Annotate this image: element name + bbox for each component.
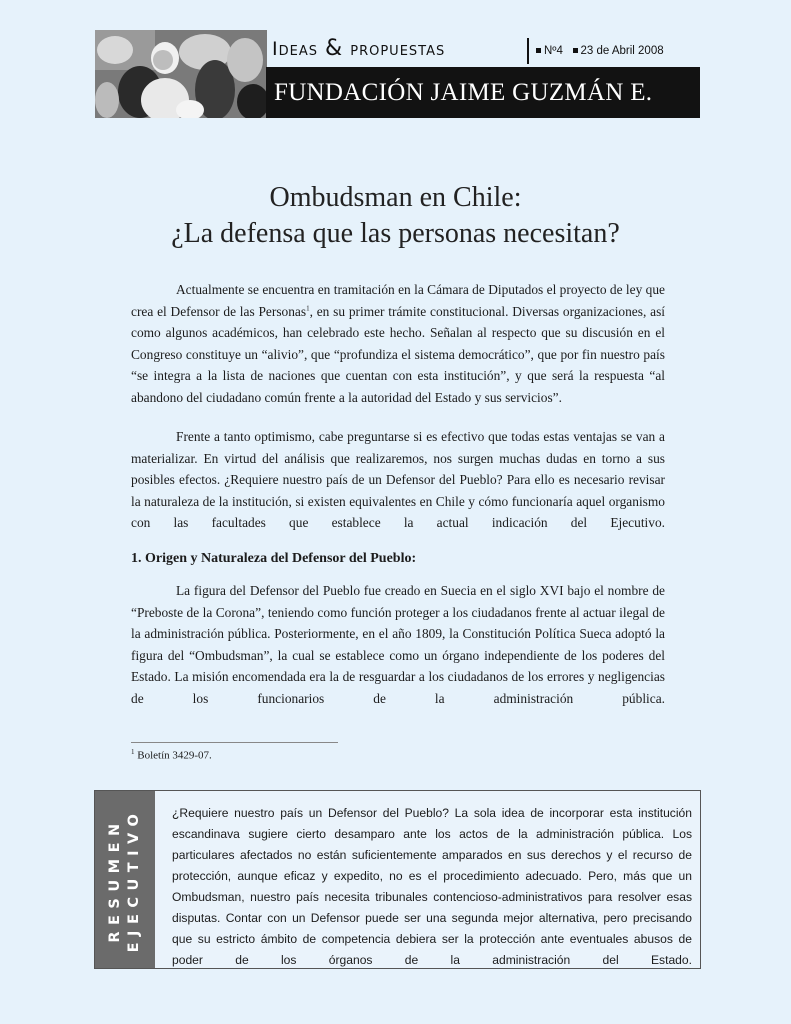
footnote-divider <box>131 742 338 743</box>
issue-number: Nº4 <box>544 45 563 57</box>
executive-summary-line: no es el procedimiento adecuado. Pero, más que un Ombudsman, nuestro país necesita tribunales <box>172 869 692 904</box>
paragraph-1-line: que crea el Defensor de las Personas <box>131 282 665 319</box>
executive-summary-box <box>94 790 701 969</box>
paragraph-1-line: Actualmente se encuentra en tramitación en la Cámara de Diputados el proyecto de ley <box>176 282 643 297</box>
section-heading: 1. Origen y Naturaleza del Defensor del Pueblo: <box>131 551 417 566</box>
footnote <box>131 748 212 762</box>
paragraph-3-line: de “Preboste de la Corona”, teniendo como función proteger a los ciudadanos frente al actuar <box>131 583 665 620</box>
paragraph-3 <box>131 580 665 710</box>
series-title-ideas: Ideas <box>272 38 318 60</box>
paragraph-1-line: en el Congreso constituye un “alivio”, que “profundiza el sistema democrático”, que por fin <box>131 325 665 362</box>
paragraph-2 <box>131 426 665 534</box>
executive-summary-line: contencioso-administrativos para resolver esas disputas. Contar con un Defensor puede ser una <box>172 890 692 925</box>
series-title-ampersand: & <box>325 36 344 61</box>
paragraph-1-line: así como algunos académicos, han celebrado este hecho. Señalan al respecto que su discusión <box>131 303 665 341</box>
bullet-square-icon <box>536 48 541 53</box>
executive-summary-line: sugiere cierto desamparo ante los actos de la administración pública. Los particulares afectados no <box>172 827 692 862</box>
footnote-reference[interactable]: 1 <box>306 304 310 313</box>
executive-summary-label-line-2: EJECUTIVO <box>126 807 142 953</box>
series-title <box>272 36 445 61</box>
paragraph-3-line: La figura del Defensor del Pueblo fue creado en Suecia en el siglo XVI bajo el nombre <box>176 583 649 598</box>
paragraph-2-line: organismo con las facultades que establece la actual indicación del Ejecutivo. <box>131 493 665 531</box>
series-title-propuestas: propuestas <box>350 38 446 60</box>
footnote-text: Boletín 3429-07. <box>137 749 212 762</box>
executive-summary-line: protección ante eventuales abusos de poder de los órganos de la administración del Estado. <box>172 932 692 967</box>
title-divider <box>527 38 529 64</box>
document-title <box>0 180 791 252</box>
paragraph-2-line: a sus posibles efectos. ¿Requiere nuestro país de un Defensor del Pueblo? Para ello es necesario <box>131 450 665 488</box>
issue-date: 23 de Abril 2008 <box>580 45 664 57</box>
paragraph-2-line: van a materializar. En virtud del análisis que realizaremos, nos surgen muchas dudas en torno <box>131 429 665 466</box>
document-title-line-1: Ombudsman en Chile: <box>269 182 522 213</box>
paragraph-1-line: , en su primer trámite constitucional. Diversas organizaciones, <box>309 303 647 319</box>
foundation-name-banner: FUNDACIÓN JAIME GUZMÁN E. <box>266 67 700 118</box>
paragraph-2-line: Frente a tanto optimismo, cabe preguntarse si es efectivo que todas estas ventajas se <box>176 429 633 444</box>
bullet-square-icon <box>573 48 578 53</box>
paragraph-1 <box>131 279 665 409</box>
issue-meta <box>536 45 664 57</box>
paragraph-1-line: respuesta “al abandono del ciudadano común frente a la autoridad del Estado y sus servicios”. <box>131 368 665 405</box>
paragraph-3-line: Sueca adoptó la figura del “Ombudsman”, la cual se establece como un órgano independiente <box>131 626 665 663</box>
executive-summary-label-line-1: RESUMEN <box>107 817 123 943</box>
executive-summary-label <box>106 808 144 953</box>
document-title-line-2: ¿La defensa que las personas necesitan? <box>171 218 620 249</box>
paragraph-2-line: revisar la naturaleza de la institución, si existen equivalentes en Chile y cómo funcionaría aquel <box>131 472 665 509</box>
paragraph-3-line: de los poderes del Estado. La misión encomendada era la de resguardar a los ciudadanos de los <box>131 647 666 685</box>
executive-summary-line: ¿Requiere nuestro país un Defensor del Pueblo? La sola idea de incorporar esta institución escandinava <box>172 806 692 841</box>
crowd-photo <box>95 30 267 118</box>
executive-summary-line: segunda mejor alternativa, pero precisando que su estricto ámbito de competencia debiera ser la <box>172 911 692 946</box>
executive-summary-text <box>172 803 692 971</box>
executive-summary-line: están suficientemente amparados en sus derechos y el recurso de protección, aunque eficaz y expedito, <box>172 848 692 883</box>
paragraph-3-line: errores y negligencias de los funcionarios de la administración pública. <box>131 669 665 706</box>
executive-summary-sidebar <box>95 791 155 968</box>
footnote-mark: 1 <box>131 748 135 756</box>
paragraph-3-line: ilegal de la administración pública. Posteriormente, en el año 1809, la Constitución Política <box>131 604 665 642</box>
paragraph-1-line: nuestro país “se integra a la lista de naciones que cuentan con esta institución”, y que será la <box>131 346 665 384</box>
